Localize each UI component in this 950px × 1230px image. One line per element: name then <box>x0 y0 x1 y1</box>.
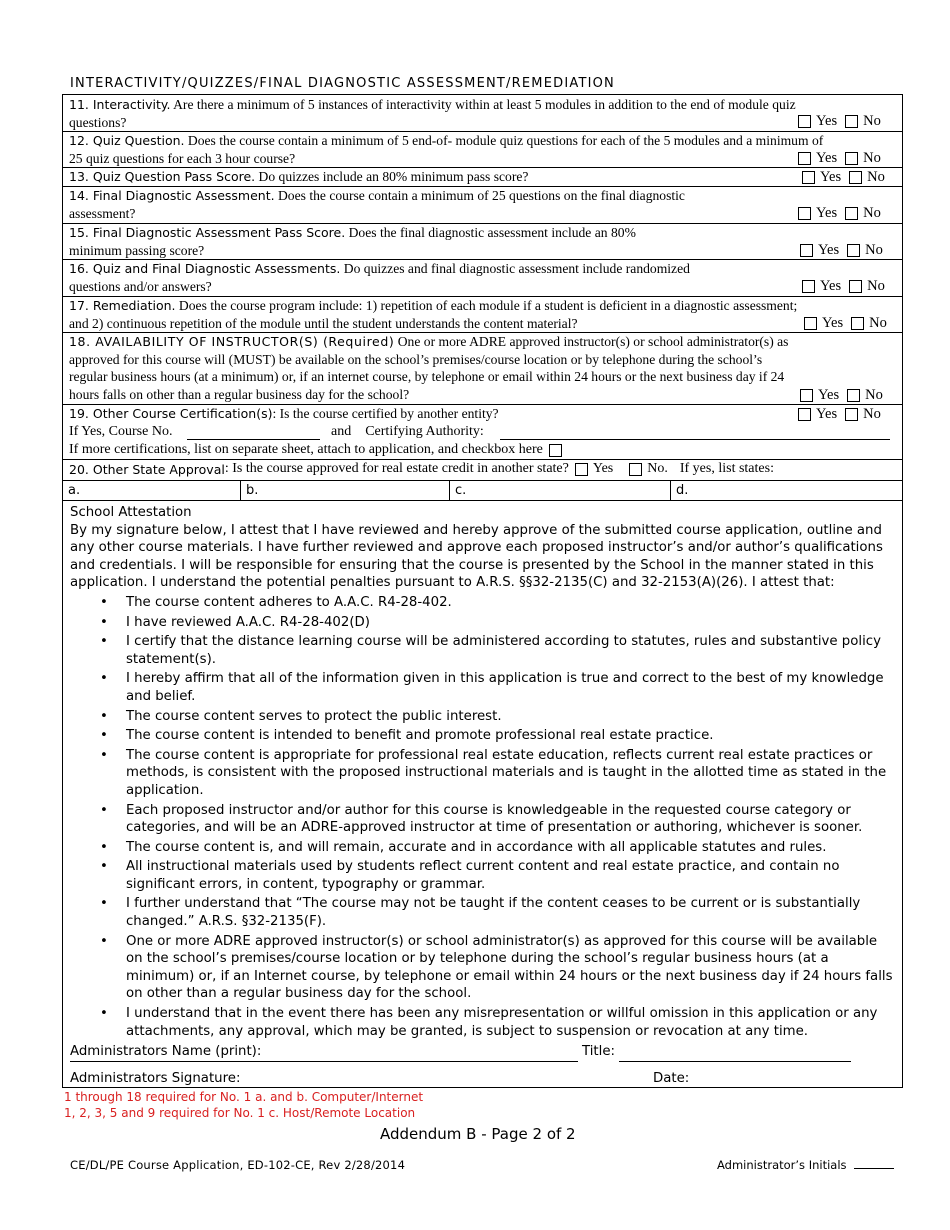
q20-no-checkbox[interactable] <box>629 463 642 476</box>
question-body: Does the final diagnostic assessment include an 80% minimum passing score? <box>69 225 636 258</box>
yes-label: Yes <box>816 150 838 166</box>
question-label: 17. Remediation. <box>69 298 176 313</box>
attestation-item: • The course content is intended to benefit and promote professional real estate practice. <box>126 727 896 745</box>
q17-no-checkbox[interactable] <box>851 317 864 330</box>
question-15-text <box>69 224 689 259</box>
more-certifications-checkbox[interactable] <box>549 444 562 457</box>
q19-more-line <box>69 442 567 458</box>
yes-label: Yes <box>592 461 614 476</box>
question-body: Do quizzes and final diagnostic assessment include randomized questions and/or answers? <box>69 261 690 294</box>
q18-yes-checkbox[interactable] <box>800 389 813 402</box>
question-label: 18. AVAILABILITY OF INSTRUCTOR(S) (Required) <box>69 334 395 349</box>
question-15-options <box>800 242 883 259</box>
no-label: No <box>863 205 881 221</box>
requirement-note-1: 1 through 18 required for No. 1 a. and b. Computer/Internet <box>64 1090 424 1104</box>
q14-no-checkbox[interactable] <box>845 207 858 220</box>
q20-yes-checkbox[interactable] <box>575 463 588 476</box>
yes-label: Yes <box>818 242 840 258</box>
q13-no-checkbox[interactable] <box>849 171 862 184</box>
question-label: 15. Final Diagnostic Assessment Pass Score. <box>69 225 346 240</box>
course-no-field[interactable] <box>187 439 320 440</box>
question-20-row <box>63 460 902 481</box>
requirement-note-2: 1, 2, 3, 5 and 9 required for No. 1 c. Host/Remote Location <box>64 1106 416 1120</box>
state-a-label: a. <box>68 483 81 498</box>
question-19-options <box>798 406 881 423</box>
q15-yes-checkbox[interactable] <box>800 244 813 257</box>
question-body: Do quizzes include an 80% minimum pass score? <box>255 169 529 184</box>
q17-yes-checkbox[interactable] <box>804 317 817 330</box>
list-states-label: If yes, list states: <box>679 461 774 476</box>
admin-name-label: Administrators Name (print): <box>70 1044 262 1059</box>
question-19-row <box>63 405 902 460</box>
state-b-label: b. <box>246 483 259 498</box>
question-16-row <box>63 260 902 297</box>
question-body: Are there a minimum of 5 instances of interactivity within at least 5 modules in addition to the end of module quiz questions? <box>69 97 796 130</box>
question-19-text <box>69 405 799 423</box>
q19-yes-checkbox[interactable] <box>798 408 811 421</box>
attestation-item: • I understand that in the event there has been any misrepresentation or willful omission in this application or any attachments, any approval, which may be granted, is subject to suspension or revocation at any time. <box>126 1005 896 1040</box>
section-title: INTERACTIVITY/QUIZZES/FINAL DIAGNOSTIC ASSESSMENT/REMEDIATION <box>70 76 615 91</box>
question-12-row <box>63 132 902 168</box>
certifying-authority-label: Certifying Authority: <box>365 424 484 439</box>
question-body: : Is the course approved for real estate credit in another state? <box>224 461 569 476</box>
question-14-options <box>798 205 881 222</box>
yes-label: Yes <box>820 169 842 185</box>
attestation-item: • The course content is, and will remain, accurate and in accordance with all applicable statutes and rules. <box>126 839 896 857</box>
q19-no-checkbox[interactable] <box>845 408 858 421</box>
yes-label: Yes <box>820 278 842 294</box>
yes-label: Yes <box>816 205 838 221</box>
school-attestation <box>70 504 896 1040</box>
question-13-text <box>69 168 804 186</box>
if-yes-course-label: If Yes, Course No. <box>69 424 173 439</box>
question-13-options <box>802 169 885 186</box>
state-a-field[interactable] <box>63 481 241 500</box>
question-17-options <box>804 315 887 332</box>
q15-no-checkbox[interactable] <box>847 244 860 257</box>
question-15-row <box>63 224 902 260</box>
attestation-list <box>70 594 896 1040</box>
q19-authority-line <box>331 424 484 440</box>
question-18-row <box>63 333 902 405</box>
question-body: Does the course contain a minimum of 5 end-of- module quiz questions for each of the 5 modules and a minimum of 25 quiz questions for each 3 hour course? <box>69 133 824 166</box>
attestation-item: • One or more ADRE approved instructor(s) or school administrator(s) as approved for this course will be available on the school’s premises/course location or by telephone during the school’s regular business hours (at a minimum) or, if an Internet course, by telephone or email within 24 hours or the next business day if 24 hours falls on other than a regular business day for the school. <box>126 933 896 1003</box>
yes-label: Yes <box>822 315 844 331</box>
question-13-row <box>63 168 902 187</box>
initials-label: Administrator’s Initials <box>717 1158 847 1172</box>
question-11-row <box>63 95 902 132</box>
admin-signature-label: Administrators Signature: <box>70 1071 241 1086</box>
question-14-row <box>63 187 902 224</box>
date-field[interactable] <box>688 1087 868 1088</box>
questionnaire-form <box>62 94 903 1088</box>
q16-no-checkbox[interactable] <box>849 280 862 293</box>
state-d-field[interactable] <box>671 481 902 500</box>
attestation-intro: By my signature below, I attest that I have reviewed and hereby approve of the submitted course application, outline and any other course materials. I have further reviewed and approve each proposed instructor’s and/or author’s qualifications and credentials. I will be responsible for ensuring that the course is presented by the School in the manner stated in this application. I understand the potential penalties pursuant to A.R.S. §§32-2135(C) and 32-2153(A)(26). I attest that: <box>70 522 883 591</box>
question-20-text <box>69 461 774 477</box>
state-d-label: d. <box>676 483 689 498</box>
yes-label: Yes <box>818 387 840 403</box>
no-label: No <box>867 278 885 294</box>
no-label: No <box>863 113 881 129</box>
date-label: Date: <box>653 1071 690 1086</box>
question-11-text <box>69 96 804 131</box>
q11-no-checkbox[interactable] <box>845 115 858 128</box>
admin-name-field[interactable] <box>70 1061 578 1062</box>
attestation-item: • The course content is appropriate for professional real estate education, reflects current real estate practices or methods, is consistent with the proposed instructional materials and is taught in the allotted time as stated in the application. <box>126 747 896 800</box>
q11-yes-checkbox[interactable] <box>798 115 811 128</box>
states-row <box>63 481 902 501</box>
question-body: Does the course contain a minimum of 25 questions on the final diagnostic assessment? <box>69 188 685 221</box>
admin-initials <box>717 1158 894 1172</box>
q18-no-checkbox[interactable] <box>847 389 860 402</box>
state-b-field[interactable] <box>241 481 450 500</box>
attestation-item: • I have reviewed A.A.C. R4-28-402(D) <box>126 614 896 632</box>
question-14-text <box>69 187 719 222</box>
title-field[interactable] <box>619 1061 851 1062</box>
question-12-options <box>798 150 881 167</box>
question-label: 14. Final Diagnostic Assessment. <box>69 188 275 203</box>
attestation-item: • I hereby affirm that all of the information given in this application is true and correct to the best of my knowledge and belief. <box>126 670 896 705</box>
attestation-item: • All instructional materials used by students reflect current content and real estate practice, and contain no significant errors, in content, typography or grammar. <box>126 858 896 893</box>
no-label: No <box>863 150 881 166</box>
no-label: No <box>867 169 885 185</box>
question-body: : Is the course certified by another entity? <box>272 406 499 421</box>
q12-yes-checkbox[interactable] <box>798 152 811 165</box>
no-label: No. <box>647 461 668 476</box>
question-17-text <box>69 297 817 332</box>
question-12-text <box>69 132 829 167</box>
form-identifier: CE/DL/PE Course Application, ED-102-CE, Rev 2/28/2014 <box>70 1158 406 1172</box>
question-label: 16. Quiz and Final Diagnostic Assessments. <box>69 261 341 276</box>
q19-detail-line <box>69 424 172 440</box>
state-c-field[interactable] <box>450 481 671 500</box>
yes-label: Yes <box>816 406 838 422</box>
admin-signature-field[interactable] <box>70 1087 634 1088</box>
question-18-options <box>800 387 883 404</box>
q16-yes-checkbox[interactable] <box>802 280 815 293</box>
question-label: 13. Quiz Question Pass Score. <box>69 169 256 184</box>
question-body: Does the course program include: 1) repetition of each module if a student is deficient in a diagnostic assessment; and 2) continuous repetition of the module until the student understands the content material? <box>69 298 798 331</box>
question-label: 12. Quiz Question. <box>69 133 185 148</box>
page-number: Addendum B - Page 2 of 2 <box>380 1125 576 1143</box>
certifying-authority-field[interactable] <box>500 439 890 440</box>
initials-field[interactable] <box>854 1168 894 1169</box>
question-16-options <box>802 278 885 295</box>
q14-yes-checkbox[interactable] <box>798 207 811 220</box>
more-certifications-label: If more certifications, list on separate sheet, attach to application, and checkbox here <box>69 442 543 457</box>
state-c-label: c. <box>455 483 467 498</box>
and-label: and <box>331 424 352 439</box>
question-label: 19. Other Course Certification(s) <box>69 406 273 421</box>
q13-yes-checkbox[interactable] <box>802 171 815 184</box>
q12-no-checkbox[interactable] <box>845 152 858 165</box>
attestation-item: • Each proposed instructor and/or author for this course is knowledgeable in the requested course category or categories, and will be an ADRE-approved instructor at time of presentation or authoring, whichever is sooner. <box>126 802 896 837</box>
question-17-row <box>63 297 902 333</box>
question-label: 20. Other State Approval <box>69 461 225 477</box>
attestation-item: • The course content adheres to A.A.C. R4-28-402. <box>126 594 896 612</box>
question-11-options <box>798 113 881 130</box>
question-label: 11. Interactivity. <box>69 97 171 112</box>
question-body: One or more ADRE approved instructor(s) or school administrator(s) as approved for this course will (MUST) be available on the school’s premises/course location or by telephone during the school’s regular business hours (at a minimum) or, if an internet course, by telephone or email within 24 hours or the next business day if 24 hours falls on other than a regular business day for the school? <box>69 334 789 402</box>
question-18-text <box>69 333 797 403</box>
question-16-text <box>69 260 709 295</box>
title-label: Title: <box>582 1044 615 1059</box>
no-label: No <box>865 242 883 258</box>
no-label: No <box>869 315 887 331</box>
attestation-heading: School Attestation <box>70 505 192 520</box>
attestation-item: • The course content serves to protect the public interest. <box>126 708 896 726</box>
attestation-item: • I certify that the distance learning course will be administered according to statutes, rules and substantive policy statement(s). <box>126 633 896 668</box>
attestation-item: • I further understand that “The course may not be taught if the content ceases to be current or is substantially changed.” A.R.S. §32-2135(F). <box>126 895 896 930</box>
yes-label: Yes <box>816 113 838 129</box>
no-label: No <box>865 387 883 403</box>
no-label: No <box>863 406 881 422</box>
